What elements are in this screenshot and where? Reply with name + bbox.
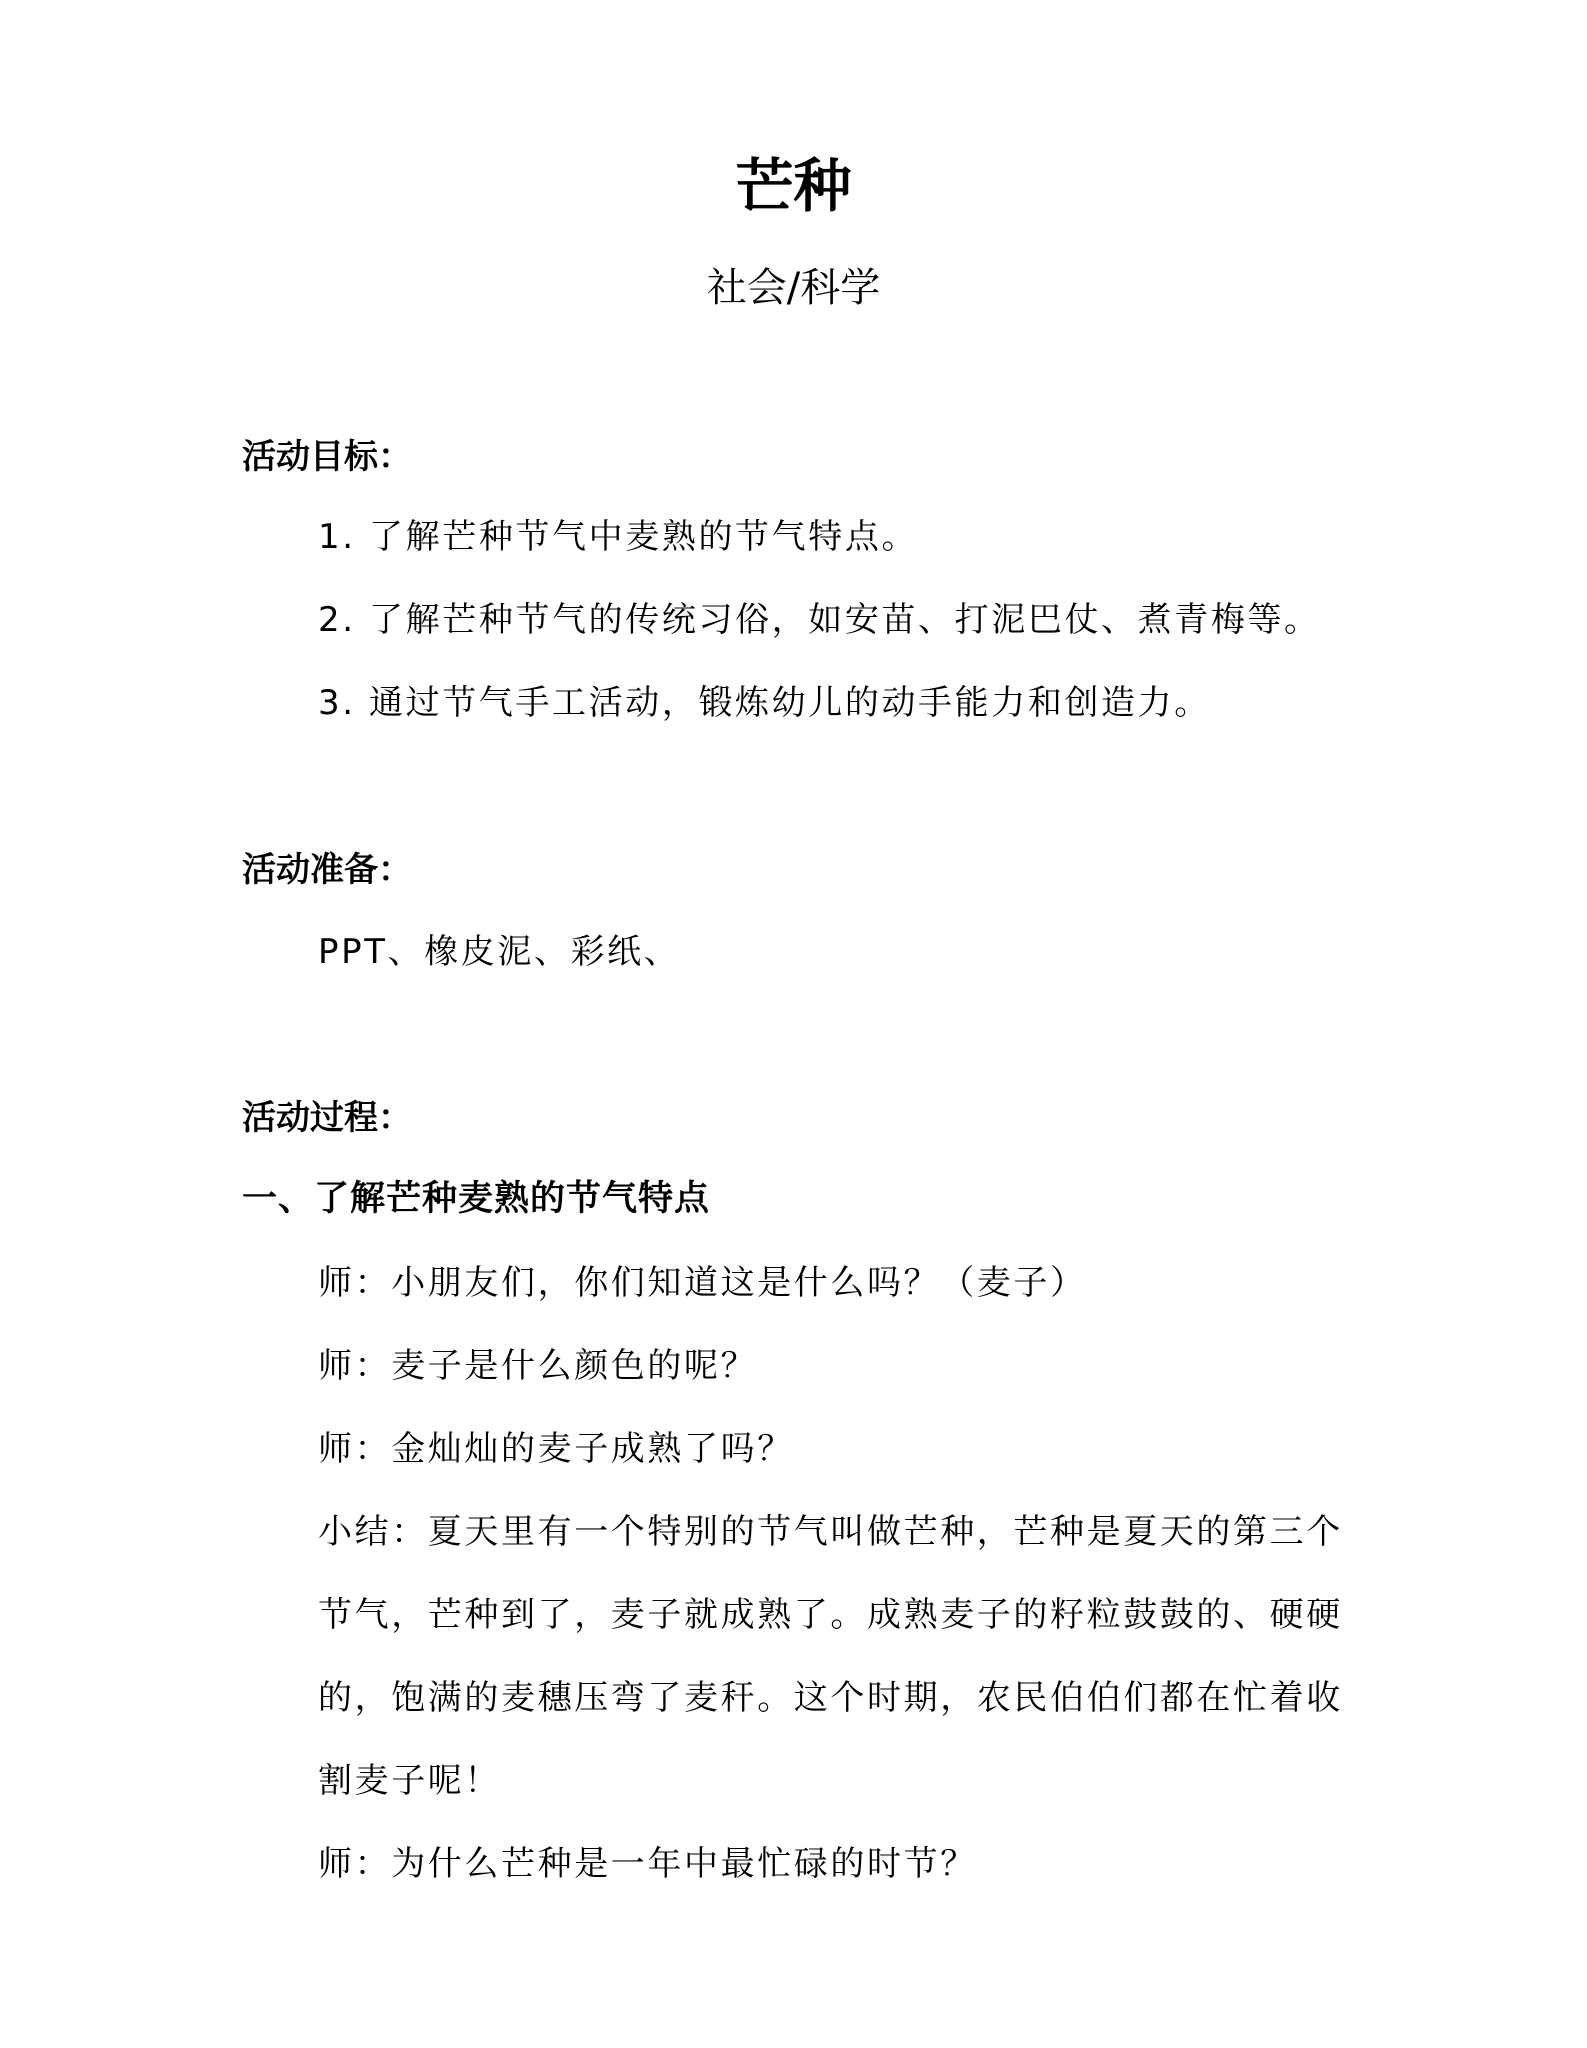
objective-item: 3. 通过节气手工活动，锻炼幼儿的动手能力和创造力。 <box>318 683 1211 723</box>
preparation-heading: 活动准备： <box>242 850 412 890</box>
dialogue-line: 师：金灿灿的麦子成熟了吗？ <box>318 1429 794 1469</box>
preparation-text: PPT、橡皮泥、彩纸、 <box>318 932 681 972</box>
summary-line: 的，饱满的麦穗压弯了麦秆。这个时期，农民伯伯们都在忙着收 <box>318 1678 1343 1718</box>
objective-item: 2. 了解芒种节气的传统习俗，如安苗、打泥巴仗、煮青梅等。 <box>318 600 1321 640</box>
section-heading: 一、了解芒种麦熟的节气特点 <box>242 1179 711 1219</box>
summary-line: 小结：夏天里有一个特别的节气叫做芒种，芒种是夏天的第三个 <box>318 1512 1343 1552</box>
page-title: 芒种 <box>735 152 852 220</box>
dialogue-line: 师：小朋友们，你们知道这是什么吗？（麦子） <box>318 1263 1087 1303</box>
summary-line: 割麦子呢！ <box>318 1761 501 1801</box>
process-heading: 活动过程： <box>242 1098 412 1138</box>
question-line: 师：为什么芒种是一年中最忙碌的时节？ <box>318 1844 977 1884</box>
page-subtitle: 社会/科学 <box>706 265 881 311</box>
dialogue-line: 师：麦子是什么颜色的呢？ <box>318 1346 758 1386</box>
objectives-heading: 活动目标： <box>242 437 412 477</box>
summary-line: 节气，芒种到了，麦子就成熟了。成熟麦子的籽粒鼓鼓的、硬硬 <box>318 1595 1343 1635</box>
objective-item: 1. 了解芒种节气中麦熟的节气特点。 <box>318 517 919 557</box>
